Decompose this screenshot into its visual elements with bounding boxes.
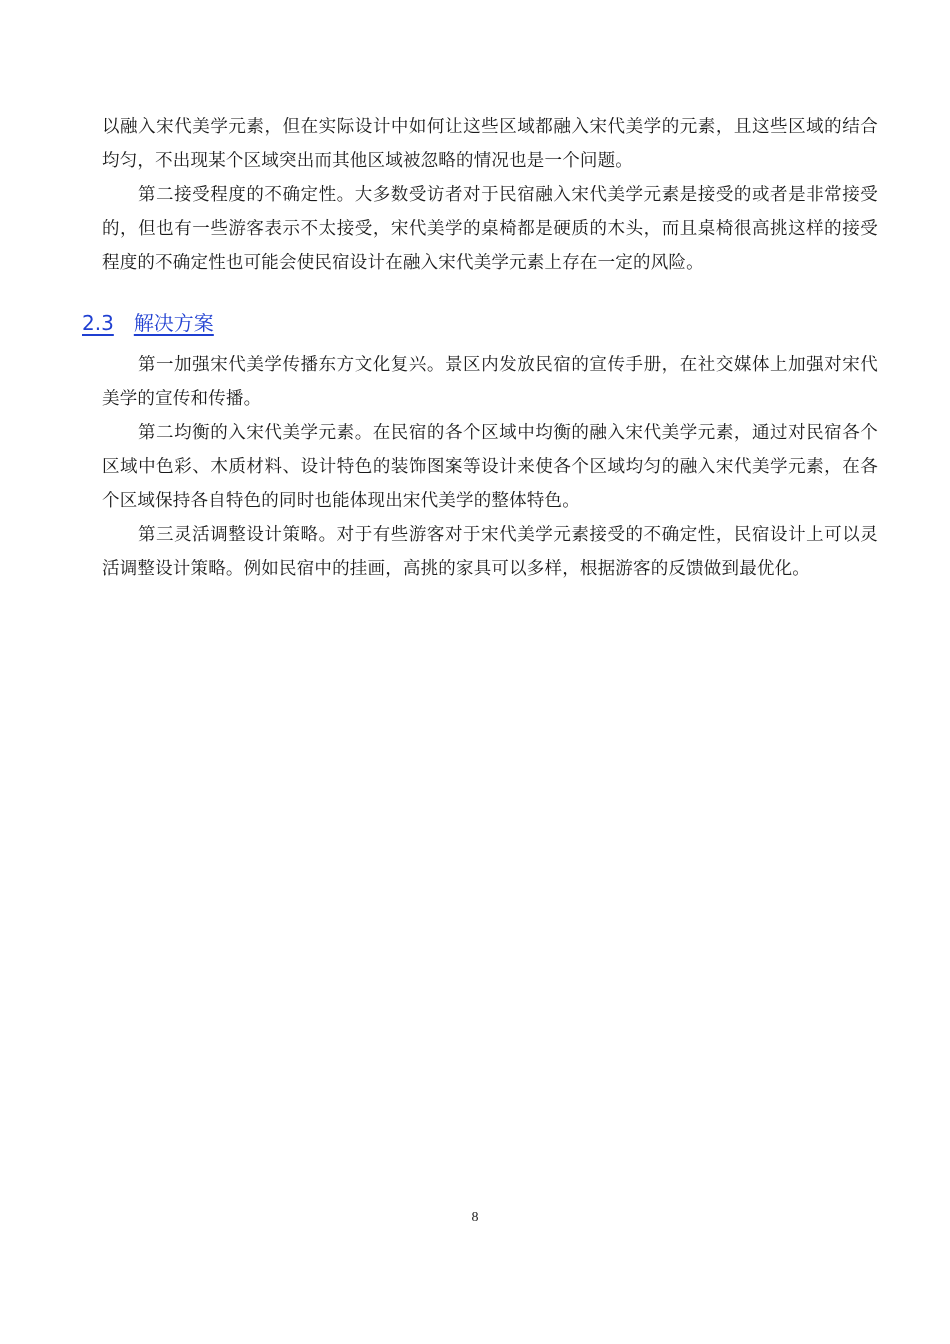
section-number: 2.3 <box>82 311 114 335</box>
page-number: 8 <box>471 1210 479 1225</box>
section-title: 解决方案 <box>133 311 214 335</box>
paragraph-continuation: 以融入宋代美学元素，但在实际设计中如何让这些区域都融入宋代美学的元素，且这些区域的结合均匀，不出现某个区域突出而其他区域被忽略的情况也是一个问题。 <box>102 117 878 171</box>
paragraph-solution-one: 第一加强宋代美学传播东方文化复兴。景区内发放民宿的宣传手册，在社交媒体上加强对宋代美学的宣传和传播。 <box>102 355 878 409</box>
paragraph-acceptance-uncertainty: 第二接受程度的不确定性。大多数受访者对于民宿融入宋代美学元素是接受的或者是非常接受的，但也有一些游客表示不太接受，宋代美学的桌椅都是硬质的木头，而且桌椅很高挑这样的接受程度的不确定性也可能会使民宿设计在融入宋代美学元素上存在一定的风险。 <box>102 185 878 273</box>
section-heading[interactable] <box>82 306 214 340</box>
paragraph-solution-two: 第二均衡的入宋代美学元素。在民宿的各个区域中均衡的融入宋代美学元素，通过对民宿各个区域中色彩、木质材料、设计特色的装饰图案等设计来使各个区域均匀的融入宋代美学元素，在各个区域保持各自特色的同时也能体现出宋代美学的整体特色。 <box>102 423 878 511</box>
paragraph-solution-three: 第三灵活调整设计策略。对于有些游客对于宋代美学元素接受的不确定性，民宿设计上可以灵活调整设计策略。例如民宿中的挂画，高挑的家具可以多样，根据游客的反馈做到最优化。 <box>102 525 878 579</box>
